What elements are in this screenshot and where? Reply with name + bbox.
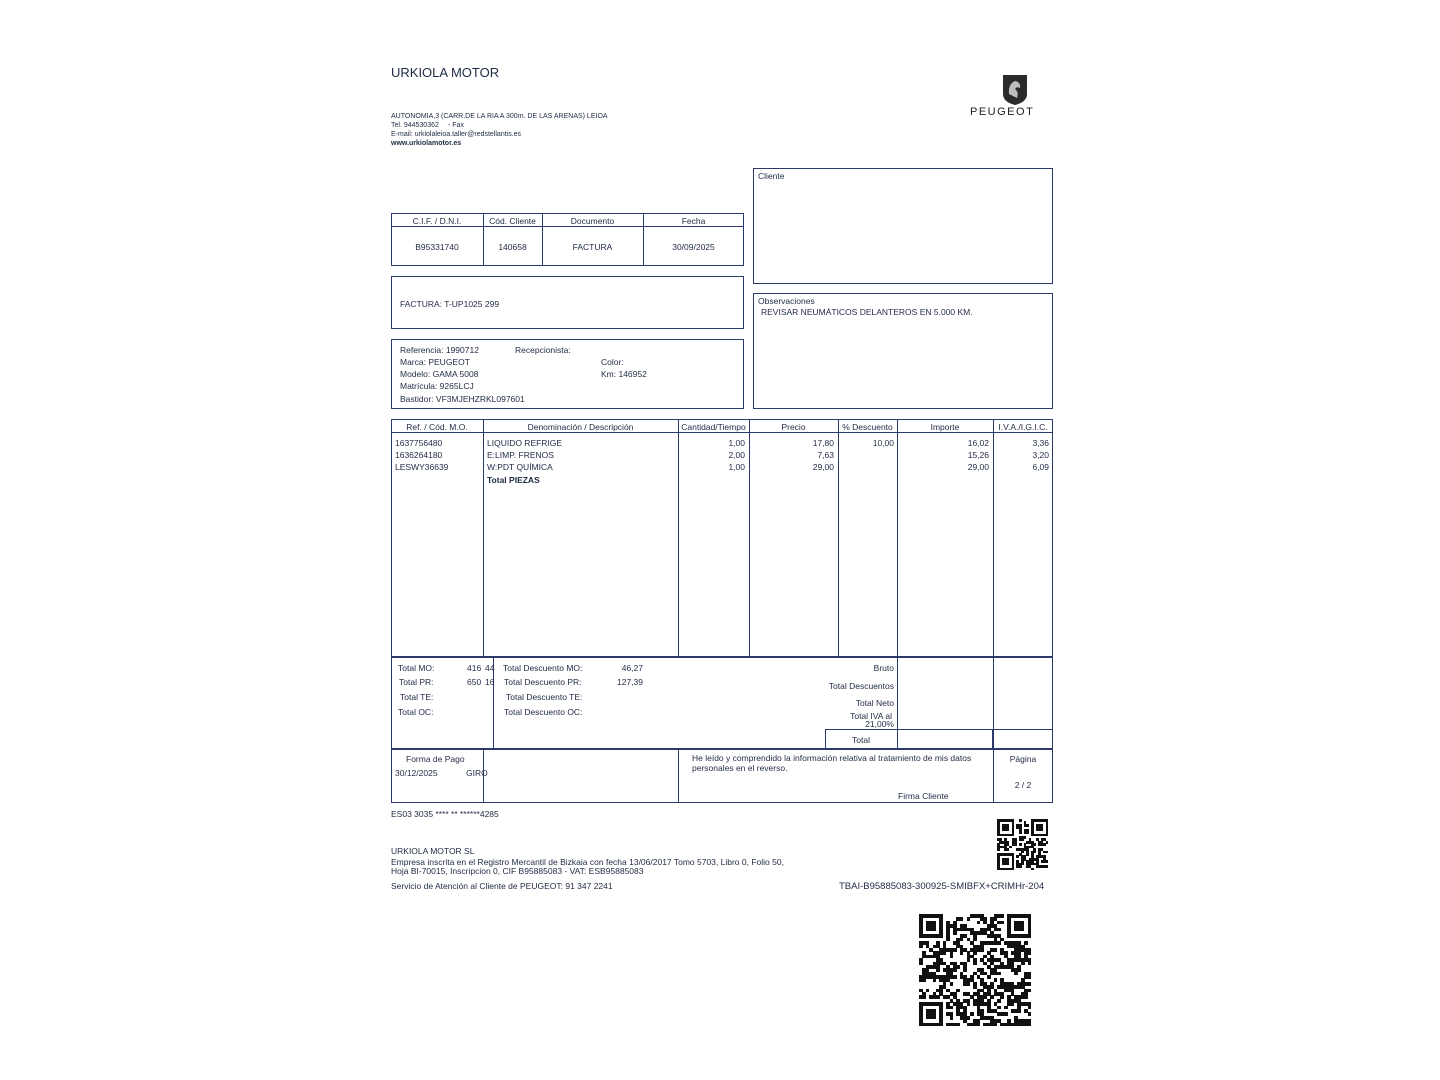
observaciones-label: Observaciones bbox=[758, 296, 815, 306]
forma-pago-label: Forma de Pago bbox=[406, 754, 465, 764]
company-name: URKIOLA MOTOR bbox=[391, 65, 500, 80]
legal-text-2: personales en el reverso. bbox=[692, 763, 788, 773]
qr-module bbox=[1000, 914, 1004, 918]
vehicle-matricula: Matrícula: 9265LCJ bbox=[400, 381, 474, 391]
table-row-iva: 3,20 bbox=[1032, 450, 1049, 460]
qr-module bbox=[1043, 843, 1046, 846]
header-fecha: Fecha bbox=[681, 216, 706, 226]
header-cif: C.I.F. / D.N.I. bbox=[412, 216, 462, 226]
qr-module bbox=[1014, 921, 1024, 931]
qr-module bbox=[1014, 972, 1018, 976]
vehicle-km: Km: 146952 bbox=[601, 369, 647, 379]
qr-module bbox=[1033, 851, 1036, 854]
qr-module bbox=[1028, 1012, 1032, 1016]
qr-module bbox=[967, 1002, 971, 1006]
cliente-box bbox=[753, 168, 1053, 284]
qr-module bbox=[1046, 851, 1049, 854]
qr-module bbox=[922, 978, 926, 982]
qr-module bbox=[973, 962, 977, 966]
desc-pr-label: Total Descuento PR: bbox=[504, 677, 582, 687]
qr-module bbox=[997, 972, 1001, 976]
qr-module bbox=[1021, 863, 1024, 866]
qr-module bbox=[980, 948, 984, 952]
footer-line-1: Empresa inscrita en el Registro Mercantil de Bizkaia con fecha 13/06/2017 Tomo 5703, Libro 0, Folio 50, bbox=[391, 857, 784, 867]
company-web: www.urkiolamotor.es bbox=[391, 140, 462, 147]
qr-module bbox=[950, 1006, 954, 1010]
qr-module bbox=[963, 968, 967, 972]
company-tel: Tel. 944530362 bbox=[391, 122, 439, 129]
qr-module bbox=[1016, 855, 1019, 858]
desc-oc-label: Total Descuento OC: bbox=[504, 707, 583, 717]
bruto-label: Bruto bbox=[873, 663, 894, 673]
qr-module bbox=[1028, 989, 1032, 993]
qr-module bbox=[973, 951, 977, 955]
qr-module bbox=[997, 853, 1000, 870]
company-fax: - Fax bbox=[448, 122, 464, 129]
total-iva-rate: 21,00% bbox=[865, 719, 894, 729]
iban: ES03 3035 **** ** ******4285 bbox=[391, 809, 499, 819]
qr-module bbox=[1021, 962, 1025, 966]
qr-module bbox=[1014, 843, 1017, 846]
qr-module bbox=[977, 1023, 981, 1027]
table-row-ref: 1636264180 bbox=[395, 450, 443, 460]
qr-module bbox=[1028, 982, 1032, 986]
qr-module bbox=[1046, 860, 1049, 863]
qr-module bbox=[1028, 962, 1032, 966]
qr-module bbox=[1046, 865, 1049, 868]
qr-module bbox=[939, 1002, 943, 1026]
qr-module bbox=[1021, 851, 1024, 854]
total-mo-label: Total MO: bbox=[398, 663, 435, 673]
qr-module bbox=[994, 948, 998, 952]
table-row-desc: LIQUIDO REFRIGE bbox=[487, 438, 563, 448]
qr-module bbox=[1028, 975, 1032, 979]
qr-module bbox=[950, 1016, 954, 1020]
qr-module bbox=[953, 968, 957, 972]
qr-module bbox=[997, 1006, 1001, 1010]
col-importe: Importe bbox=[930, 422, 960, 432]
qr-module bbox=[967, 958, 971, 962]
total-neto-label: Total Neto bbox=[855, 698, 894, 708]
qr-code-large-icon bbox=[919, 914, 1031, 1026]
total-pr-dec: 16 bbox=[485, 677, 495, 687]
qr-module bbox=[1046, 819, 1049, 836]
table-row-iva: 3,36 bbox=[1032, 438, 1049, 448]
qr-module bbox=[1019, 843, 1022, 846]
total-label: Total bbox=[852, 735, 870, 745]
qr-module bbox=[1024, 836, 1027, 839]
table-row-price: 29,00 bbox=[812, 462, 834, 472]
qr-module bbox=[919, 962, 923, 966]
table-row-price: 17,80 bbox=[812, 438, 834, 448]
qr-module bbox=[1024, 995, 1028, 999]
qr-module bbox=[997, 928, 1001, 932]
qr-module bbox=[973, 938, 977, 942]
factura-number: FACTURA: T-UP1025 299 bbox=[400, 299, 500, 309]
pagina-label: Página bbox=[1009, 754, 1037, 764]
col-iva: I.V.A./I.G.I.C. bbox=[998, 422, 1048, 432]
qr-module bbox=[1012, 819, 1015, 836]
qr-module bbox=[933, 978, 937, 982]
value-fecha: 30/09/2025 bbox=[672, 242, 715, 252]
vehicle-bastidor: Bastidor: VF3MJEHZRKL097601 bbox=[400, 394, 525, 404]
vehicle-modelo: Modelo: GAMA 5008 bbox=[400, 369, 479, 379]
qr-module bbox=[997, 999, 1001, 1003]
qr-module bbox=[926, 1009, 936, 1019]
qr-module bbox=[1000, 995, 1004, 999]
qr-module bbox=[960, 938, 964, 942]
qr-module bbox=[1002, 824, 1010, 832]
qr-module bbox=[936, 968, 940, 972]
payment-method: GIRO bbox=[466, 768, 488, 778]
table-row-ref: 1637756480 bbox=[395, 438, 443, 448]
legal-text-1: He leído y comprendido la información relativa al tratamiento de mis datos bbox=[692, 753, 972, 763]
qr-module bbox=[1033, 843, 1036, 846]
vehicle-marca: Marca: PEUGEOT bbox=[400, 357, 470, 367]
qr-module bbox=[977, 921, 981, 925]
total-iva-cell bbox=[993, 729, 1053, 749]
total-pr-label: Total PR: bbox=[399, 677, 434, 687]
qr-module bbox=[1004, 1012, 1008, 1016]
qr-module bbox=[950, 982, 954, 986]
total-pr-int: 650 bbox=[467, 677, 482, 687]
total-descuentos-label: Total Descuentos bbox=[828, 681, 894, 691]
qr-module bbox=[956, 989, 960, 993]
pagina-value: 2 / 2 bbox=[1014, 780, 1032, 790]
qr-module bbox=[960, 917, 964, 921]
vehicle-recepcionista: Recepcionista: bbox=[515, 345, 571, 355]
qr-module bbox=[1028, 1023, 1032, 1027]
qr-module bbox=[1004, 1006, 1008, 1010]
company-email: E-mail: urkiolaleioa.taller@redstellantis.es bbox=[391, 131, 522, 138]
qr-module bbox=[1028, 914, 1032, 938]
qr-module bbox=[994, 1023, 998, 1027]
qr-module bbox=[1007, 914, 1011, 938]
desc-mo-label: Total Descuento MO: bbox=[503, 663, 583, 673]
total-iva-label: Total IVA al bbox=[850, 711, 892, 721]
qr-module bbox=[1007, 848, 1010, 851]
qr-module bbox=[919, 914, 923, 938]
value-cif: B95331740 bbox=[415, 242, 459, 252]
qr-module bbox=[953, 975, 957, 979]
footer-service: Servicio de Atención al Cliente de PEUGEOT: 91 347 2241 bbox=[391, 881, 613, 891]
total-te-label: Total TE: bbox=[400, 692, 434, 702]
qr-module bbox=[936, 995, 940, 999]
table-row-qty: 2,00 bbox=[728, 450, 745, 460]
cliente-label: Cliente bbox=[758, 171, 785, 181]
tbai-code: TBAI-B95885083-300925-SMIBFX+CRIMHr-204 bbox=[839, 881, 1045, 892]
qr-module bbox=[946, 938, 950, 942]
qr-module bbox=[994, 978, 998, 982]
brand-logo-text: PEUGEOT bbox=[970, 106, 1035, 118]
qr-module bbox=[1019, 831, 1022, 834]
desc-mo-value: 46,27 bbox=[621, 663, 643, 673]
qr-module bbox=[953, 931, 957, 935]
qr-module bbox=[1011, 1002, 1015, 1006]
qr-module bbox=[1021, 838, 1024, 841]
qr-module bbox=[997, 941, 1001, 945]
table-row-qty: 1,00 bbox=[728, 462, 745, 472]
qr-module bbox=[1028, 951, 1032, 955]
qr-module bbox=[1024, 941, 1028, 945]
qr-module bbox=[1002, 858, 1010, 866]
table-row-price: 7,63 bbox=[817, 450, 834, 460]
qr-module bbox=[919, 1002, 923, 1026]
qr-module bbox=[939, 914, 943, 938]
col-cantidad: Cantidad/Tiempo bbox=[681, 422, 746, 432]
qr-module bbox=[919, 945, 923, 949]
qr-module bbox=[967, 1016, 971, 1020]
qr-module bbox=[1026, 831, 1029, 834]
qr-module bbox=[1036, 824, 1044, 832]
qr-module bbox=[1026, 853, 1029, 856]
firma-cliente-label: Firma Cliente bbox=[898, 791, 949, 801]
qr-module bbox=[987, 975, 991, 979]
total-oc-label: Total OC: bbox=[398, 707, 434, 717]
desc-pr-value: 127,39 bbox=[617, 677, 643, 687]
qr-module bbox=[1017, 968, 1021, 972]
table-row-importe: 15,26 bbox=[967, 450, 989, 460]
qr-module bbox=[956, 965, 960, 969]
qr-module bbox=[967, 982, 971, 986]
table-row-iva: 6,09 bbox=[1032, 462, 1049, 472]
footer-company: URKIOLA MOTOR SL bbox=[391, 846, 475, 856]
value-documento: FACTURA bbox=[572, 242, 613, 252]
col-precio: Precio bbox=[781, 422, 806, 432]
company-address: AUTONOMIA,3 (CARR.DE LA RIA A 300m. DE LAS ARENAS) LEIOA bbox=[391, 113, 608, 120]
col-descuento: % Descuento bbox=[842, 422, 893, 432]
qr-code-small-icon bbox=[997, 819, 1048, 870]
table-row-ref: LESWY36639 bbox=[395, 462, 449, 472]
table-row-discount: 10,00 bbox=[872, 438, 894, 448]
qr-module bbox=[1019, 819, 1022, 822]
header-cod-cliente: Cód. Cliente bbox=[489, 216, 536, 226]
qr-module bbox=[953, 948, 957, 952]
table-row-qty: 1,00 bbox=[728, 438, 745, 448]
qr-module bbox=[1019, 865, 1022, 868]
total-mo-int: 416 bbox=[467, 663, 482, 673]
footer-line-2: Hoja BI-70015, Inscripcion 0, CIF B95885083 - VAT: ESB95885083 bbox=[391, 866, 644, 876]
qr-module bbox=[1026, 824, 1029, 827]
qr-module bbox=[926, 921, 936, 931]
value-cod-cliente: 140658 bbox=[498, 242, 527, 252]
qr-module bbox=[1000, 921, 1004, 925]
payment-date: 30/12/2025 bbox=[395, 768, 438, 778]
total-value-cell bbox=[897, 729, 993, 749]
table-row-importe: 16,02 bbox=[967, 438, 989, 448]
desc-te-label: Total Descuento TE: bbox=[506, 692, 583, 702]
vehicle-referencia: Referencia: 1990712 bbox=[400, 345, 479, 355]
observaciones-text: REVISAR NEUMÁTICOS DELANTEROS EN 5.000 KM. bbox=[761, 307, 973, 317]
qr-module bbox=[926, 989, 930, 993]
qr-module bbox=[970, 1012, 974, 1016]
qr-module bbox=[1009, 846, 1012, 849]
table-row-importe: 29,00 bbox=[967, 462, 989, 472]
qr-module bbox=[1031, 868, 1034, 871]
col-ref: Ref. / Cód. M.O. bbox=[406, 422, 468, 432]
lion-icon bbox=[1000, 72, 1030, 106]
qr-module bbox=[1017, 1009, 1021, 1013]
qr-module bbox=[960, 951, 964, 955]
qr-module bbox=[1028, 1006, 1032, 1010]
qr-module bbox=[950, 955, 954, 959]
qr-module bbox=[943, 951, 947, 955]
qr-module bbox=[1046, 841, 1049, 844]
qr-module bbox=[956, 1023, 960, 1027]
qr-module bbox=[922, 995, 926, 999]
qr-module bbox=[990, 995, 994, 999]
total-piezas-label: Total PIEZAS bbox=[487, 475, 540, 485]
header-documento: Documento bbox=[570, 216, 615, 226]
qr-module bbox=[1012, 853, 1015, 870]
qr-module bbox=[997, 848, 1000, 851]
qr-module bbox=[997, 819, 1000, 836]
table-row-desc: W:PDT QUÍMICA bbox=[487, 462, 553, 472]
table-row-desc: E:LIMP. FRENOS bbox=[487, 450, 554, 460]
qr-module bbox=[967, 917, 971, 921]
total-mo-dec: 44 bbox=[485, 663, 495, 673]
col-descripcion: Denominación / Descripción bbox=[527, 422, 634, 432]
vehicle-color: Color: bbox=[601, 357, 624, 367]
qr-module bbox=[1031, 819, 1034, 836]
